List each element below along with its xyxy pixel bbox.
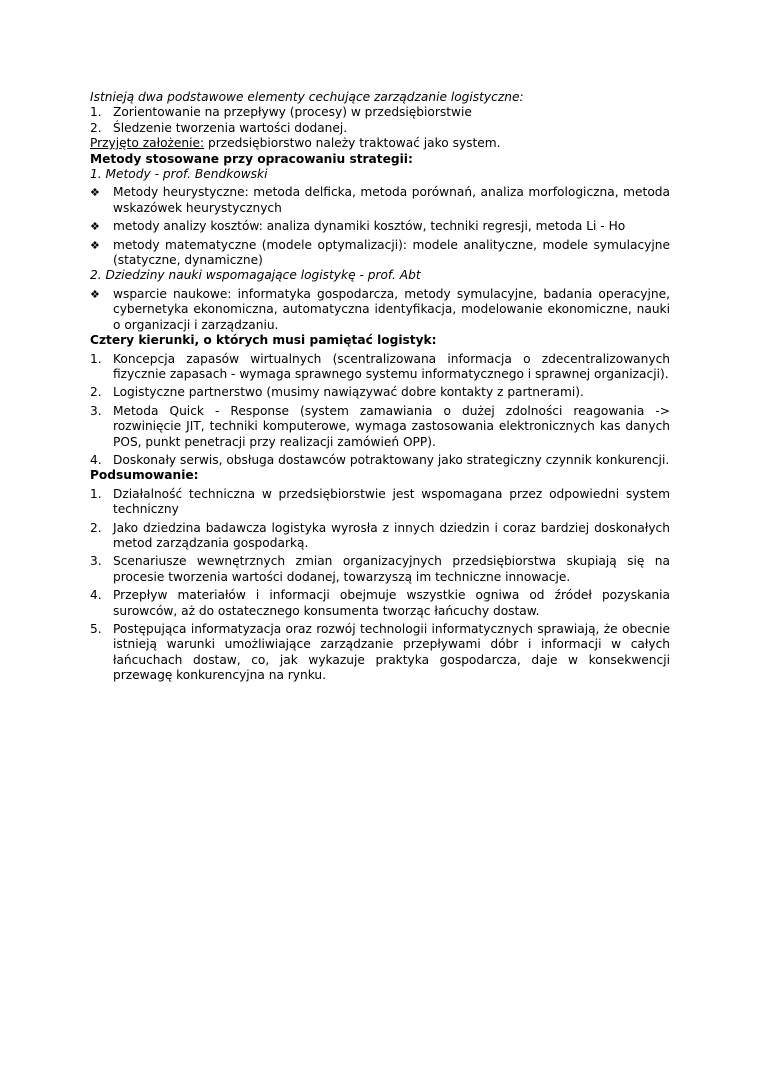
diamond-bullet-icon: ❖ [90, 186, 100, 200]
list-item-text: Przepływ materiałów i informacji obejmuje wszystkie ogniwa od źródeł pozyskania surowców, aż do ostatecznego konsumenta tworząc łańcuchy dostaw. [113, 588, 670, 618]
list-item-text: Zorientowanie na przepływy (procesy) w przedsiębiorstwie [113, 105, 472, 120]
list-item [90, 121, 670, 136]
intro-heading: Istnieją dwa podstawowe elementy cechujące zarządzanie logistyczne: [90, 90, 524, 104]
list-number: 3. [90, 554, 102, 569]
list-item-text: Jako dziedzina badawcza logistyka wyrosła z innych dziedzin i coraz bardziej doskonałych metod zarządzania gospodarką. [113, 520, 670, 550]
methods-list-2 [90, 287, 670, 333]
list-item-text: Doskonały serwis, obsługa dostawców potraktowany jako strategiczny czynnik konkurencji. [113, 452, 670, 467]
summary-heading: Podsumowanie: [90, 468, 199, 483]
document-page [90, 90, 670, 684]
list-item-text: Scenariusze wewnętrznych zmian organizacyjnych przedsiębiorstwa skupiają się na procesie tworzenia wartości dodanej, towarzyszą im techniczne innowacje. [113, 554, 670, 584]
list-item-text: Logistyczne partnerstwo (musimy nawiązywać dobre kontakty z partnerami). [113, 385, 584, 400]
methods-subheading-1: 1. Metody - prof. Bendkowski [90, 167, 268, 182]
list-number: 1. [90, 105, 102, 120]
directions-list [90, 352, 670, 469]
list-item [90, 588, 670, 619]
list-number: 2. [90, 385, 102, 400]
methods-heading: Metody stosowane przy opracowaniu strategii: [90, 151, 413, 166]
list-item [90, 287, 670, 333]
list-item-text: metody analizy kosztów: analiza dynamiki kosztów, techniki regresji, metoda Li - Ho [113, 219, 626, 234]
list-item-text: Metody heurystyczne: metoda delficka, metoda porównań, analiza morfologiczna, metoda wskazówek heurystycznych [113, 185, 670, 215]
list-number: 4. [90, 452, 102, 467]
list-item-text: Metoda Quick - Response (system zamawiania o dużej zdolności reagowania -> rozwinięcie JIT, techniki komputerowe, wymaga zastosowania elektronicznych kas danych POS, punkt penetracji przy realizacji zamówień OPP). [113, 403, 670, 449]
diamond-bullet-icon: ❖ [90, 220, 100, 234]
list-number: 4. [90, 588, 102, 603]
assumption-line [90, 136, 670, 151]
assumption-label: Przyjęto założenie: [90, 136, 205, 151]
list-item-text: Śledzenie tworzenia wartości dodanej. [113, 120, 348, 135]
intro-list [90, 105, 670, 136]
list-item [90, 554, 670, 585]
list-item-text: Koncepcja zapasów wirtualnych (scentralizowana informacja o zdecentralizowanych fizycznie zapasach - wymaga sprawnego systemu informatycznego i sprawnej organizacji). [113, 351, 670, 381]
methods-list-1 [90, 185, 670, 268]
list-item-text: Działalność techniczna w przedsiębiorstwie jest wspomagana przez odpowiedni system techniczny [113, 486, 670, 517]
list-number: 1. [90, 351, 102, 366]
list-item [90, 105, 670, 120]
list-item-text: metody matematyczne (modele optymalizacji): modele analityczne, modele symulacyjne (statyczne, dynamiczne) [113, 237, 670, 268]
list-number: 2. [90, 520, 102, 535]
list-number: 3. [90, 403, 102, 418]
summary-list [90, 487, 670, 684]
list-item [90, 487, 670, 518]
list-item [90, 404, 670, 450]
list-number: 1. [90, 486, 102, 501]
directions-heading: Cztery kierunki, o których musi pamiętać logistyk: [90, 333, 437, 348]
list-item [90, 521, 670, 552]
list-item-text: wsparcie naukowe: informatyka gospodarcza, metody symulacyjne, badania operacyjne, cybernetyka ekonomiczna, automatyczna identyfikacja, modelowanie ekonomiczne, nauki o organizacji i zarządzaniu. [113, 286, 670, 332]
list-item [90, 453, 670, 468]
list-item [90, 238, 670, 269]
list-item [90, 622, 670, 684]
assumption-text: przedsiębiorstwo należy traktować jako system. [204, 136, 501, 151]
list-item-text: Postępująca informatyzacja oraz rozwój technologii informatycznych sprawiają, że obecnie istnieją warunki umożliwiające zarządzanie przepływami dóbr i informacji w całych łańcuchach dostaw, co, jak wykazuje praktyka gospodarcza, daje w konsekwencji przewagę konkurencyjna na rynku. [113, 622, 670, 683]
diamond-bullet-icon: ❖ [90, 287, 100, 301]
methods-subheading-2: 2. Dziedziny nauki wspomagające logistykę - prof. Abt [90, 268, 421, 283]
diamond-bullet-icon: ❖ [90, 238, 100, 252]
list-item [90, 219, 670, 234]
list-number: 2. [90, 120, 102, 135]
list-number: 5. [90, 622, 102, 636]
list-item [90, 385, 670, 400]
list-item [90, 352, 670, 383]
list-item [90, 185, 670, 216]
